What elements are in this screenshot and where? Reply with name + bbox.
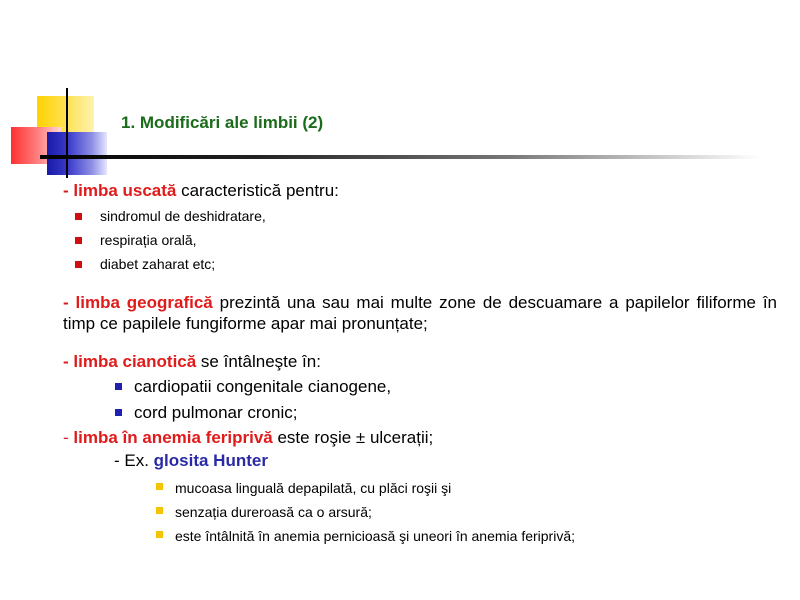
list-item: mucoasa linguală depapilată, cu plăci roşii şi	[155, 476, 777, 500]
term-geographic-tongue: - limba geografică	[63, 293, 213, 312]
red-square-bullet-icon	[75, 261, 82, 268]
section-anemia-tongue	[63, 427, 777, 448]
term-anemia-tongue: limba în anemia feriprivă	[68, 428, 273, 447]
dash: -	[63, 428, 69, 447]
section-dry-tongue-text: caracteristică pentru:	[176, 181, 339, 200]
example-prefix: - Ex.	[114, 451, 154, 470]
list-item: senzația dureroasă ca o arsură;	[155, 500, 777, 524]
list-item: cord pulmonar cronic;	[114, 400, 777, 426]
dry-tongue-list	[73, 204, 777, 276]
section-anemia-tongue-text: este roşie ± ulcerații;	[272, 428, 434, 447]
yellow-square-bullet-icon	[156, 507, 163, 514]
title-underline	[40, 155, 760, 159]
term-dry-tongue: - limba uscată	[63, 181, 177, 200]
list-item: diabet zaharat etc;	[73, 252, 777, 276]
list-item: este întâlnită în anemia pernicioasă şi uneori în anemia feriprivă;	[155, 524, 777, 548]
example-line	[114, 448, 777, 474]
red-square-bullet-icon	[75, 213, 82, 220]
yellow-square-bullet-icon	[156, 483, 163, 490]
section-cyanotic-tongue-text: se întâlneşte în:	[196, 352, 321, 371]
red-square-bullet-icon	[75, 237, 82, 244]
blue-square-bullet-icon	[115, 409, 122, 416]
list-item: sindromul de deshidratare,	[73, 204, 777, 228]
list-item: respirația orală,	[73, 228, 777, 252]
section-geographic-tongue-text: prezintă una sau mai multe zone de descuamare a papilelor filiforme în timp ce papilele fungiforme apar mai pronunțate;	[63, 293, 777, 333]
list-item: cardiopatii congenitale cianogene,	[114, 374, 777, 400]
logo-vertical-line	[66, 88, 68, 178]
cyanotic-tongue-list	[114, 374, 777, 426]
section-geographic-tongue	[63, 292, 777, 334]
section-dry-tongue	[63, 180, 777, 201]
term-cyanotic-tongue: - limba cianotică	[63, 352, 197, 371]
blue-square-bullet-icon	[115, 383, 122, 390]
logo-blue-square	[47, 132, 107, 175]
yellow-square-bullet-icon	[156, 531, 163, 538]
slide-title: 1. Modificări ale limbii (2)	[121, 113, 324, 132]
hunter-glossitis-list	[155, 476, 777, 548]
term-hunter-glossitis: glosita Hunter	[153, 451, 268, 470]
section-cyanotic-tongue	[63, 351, 777, 372]
slide-content	[63, 180, 777, 548]
